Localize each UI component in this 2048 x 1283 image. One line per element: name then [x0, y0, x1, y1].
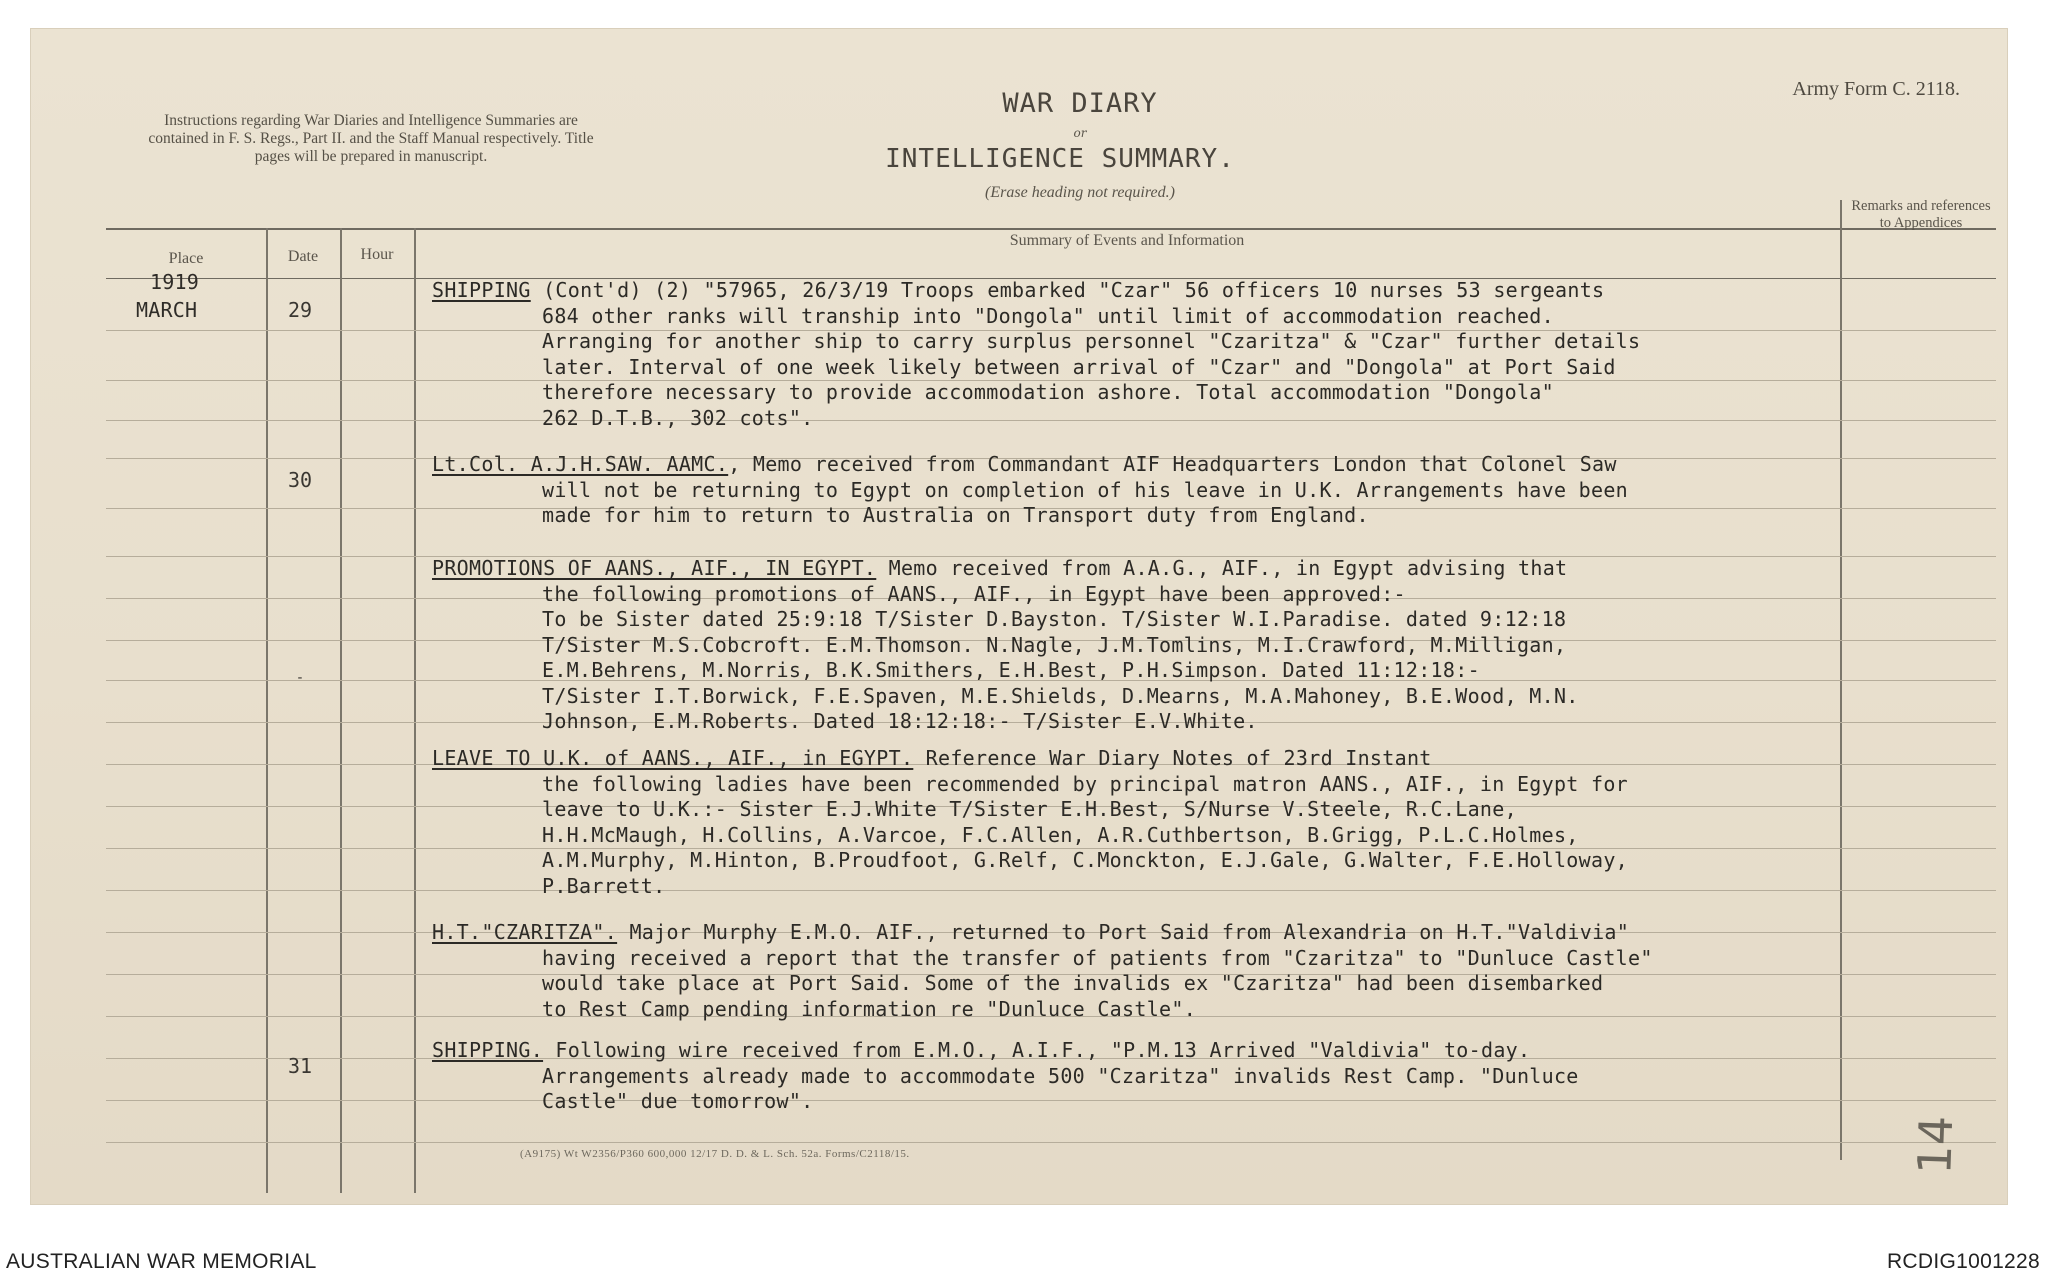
entry-heading: Lt.Col. A.J.H.SAW. AAMC. [432, 452, 729, 476]
entry-shipping-31: SHIPPING. Following wire received from E.M.O., A.I.F., "P.M.13 Arrived "Valdivia" to-day. Arrangements already made to accommodate 500 "Czaritza" invalids Rest Camp. "Dunluce Castle" due tomorrow". [432, 1038, 1579, 1113]
col-head-remarks: Remarks and references to Appendices [1851, 198, 1991, 231]
col-divider-place [266, 228, 268, 1193]
entry-ht-czaritza: H.T."CZARITZA". Major Murphy E.M.O. AIF., returned to Port Said from Alexandria on H.T."Valdivia" having received a report that the transfer of patients from "Czaritza" to "Dunluce Castle" would take place at Port Said. Some of the invalids ex "Czaritza" had been disembarked to Rest Camp pending information re "Dunluce Castle". [432, 920, 1653, 1021]
entry-heading: SHIPPING [432, 278, 531, 302]
footer-source: AUSTRALIAN WAR MEMORIAL [6, 1250, 317, 1273]
date-29: 29 [287, 298, 313, 322]
place-year: 1919 [150, 270, 199, 294]
col-head-place: Place [168, 250, 204, 267]
col-divider-hour [414, 228, 416, 1193]
entry-shipping-contd: SHIPPING (Cont'd) (2) "57965, 26/3/19 Troops embarked "Czar" 56 officers 10 nurses 53 sergeants 684 other ranks will tranship into "Dongola" until limit of accommodation reached. Arranging for another ship to carry surplus personnel "Czaritza" & "Czar" further details later. Interval of one week likely between arrival of "Czar" and "Dongola" at Port Said therefore necessary to provide accommodation ashore. Total accommodation "Dongola" 262 D.T.B., 302 cots". [432, 278, 1641, 430]
place-month: MARCH [136, 298, 198, 322]
date-31: 31 [287, 1054, 313, 1078]
page-number: 14 [1907, 1114, 1964, 1176]
entry-leave-to-uk: LEAVE TO U.K. of AANS., AIF., in EGYPT. Reference War Diary Notes of 23rd Instant the following ladies have been recommended by principal matron AANS., AIF., in Egypt for leave to U.K.:- Sister E.J.White T/Sister E.H.Best, S/Nurse V.Steele, R.C.Lane, H.H.McMaugh, H.Collins, A.Varcoe, F.C.Allen, A.R.Cuthbertson, B.Grigg, P.L.C.Holmes, A.M.Murphy, M.Hinton, B.Proudfoot, G.Relf, C.Monckton, E.J.Gale, G.Walter, F.E.Holloway, P.Barrett. [432, 746, 1629, 898]
table-top-rule [106, 228, 1996, 230]
entry-promotions-aans: PROMOTIONS OF AANS., AIF., IN EGYPT. Memo received from A.A.G., AIF., in Egypt advising that the following promotions of AANS., AIF., in Egypt have been approved:- To be Sister dated 25:9:18 T/Sister D.Bayston. T/Sister W.I.Paradise. dated 9:12:18 T/Sister M.S.Cobcroft. E.M.Thomson. N.Nagle, J.M.Tomlins, M.I.Crawford, M.Milligan, E.M.Behrens, M.Norris, B.K.Smithers, E.H.Best, P.H.Simpson. Dated 11:12:18:- T/Sister I.T.Borwick, F.E.Spaven, M.E.Shields, D.Mearns, M.A.Mahoney, B.E.Wood, M.N. Johnson, E.M.Roberts. Dated 18:12:18:- T/Sister E.V.White. [432, 556, 1579, 733]
entry-heading: H.T."CZARITZA". [432, 920, 618, 944]
title-or: or [1073, 126, 1087, 140]
title-war-diary: WAR DIARY [1002, 88, 1158, 119]
date-dash: - [295, 670, 305, 686]
col-divider-date [340, 228, 342, 1193]
army-form-number: Army Form C. 2118. [1792, 78, 1960, 100]
col-head-hour: Hour [360, 246, 394, 263]
erase-heading-note: (Erase heading not required.) [985, 184, 1175, 201]
printer-imprint: (A9175) Wt W2356/P360 600,000 12/17 D. D. & L. Sch. 52a. Forms/C2118/15. [520, 1148, 910, 1160]
instructions-note: Instructions regarding War Diaries and Intelligence Summaries are contained in F. S. Regs., Part II. and the Staff Manual respectively. Title pages will be prepared in manuscript. [148, 112, 594, 165]
entry-heading: LEAVE TO U.K. of AANS., AIF., in EGYPT. [432, 746, 914, 770]
col-head-summary: Summary of Events and Information [1009, 232, 1245, 249]
footer-item-id: RCDIG1001228 [1886, 1250, 2040, 1273]
entry-heading: SHIPPING. [432, 1038, 544, 1062]
entry-heading: PROMOTIONS OF AANS., AIF., IN EGYPT. [432, 556, 877, 580]
title-intelligence-summary: INTELLIGENCE SUMMARY. [885, 144, 1235, 174]
date-30: 30 [287, 468, 313, 492]
ruled-line [106, 1142, 1996, 1143]
col-head-date: Date [287, 248, 319, 265]
entry-lt-col-saw: Lt.Col. A.J.H.SAW. AAMC., Memo received from Commandant AIF Headquarters London that Colonel Saw will not be returning to Egypt on completion of his leave in U.K. Arrangements have been made for him to return to Australia on Transport duty from England. [432, 452, 1629, 527]
